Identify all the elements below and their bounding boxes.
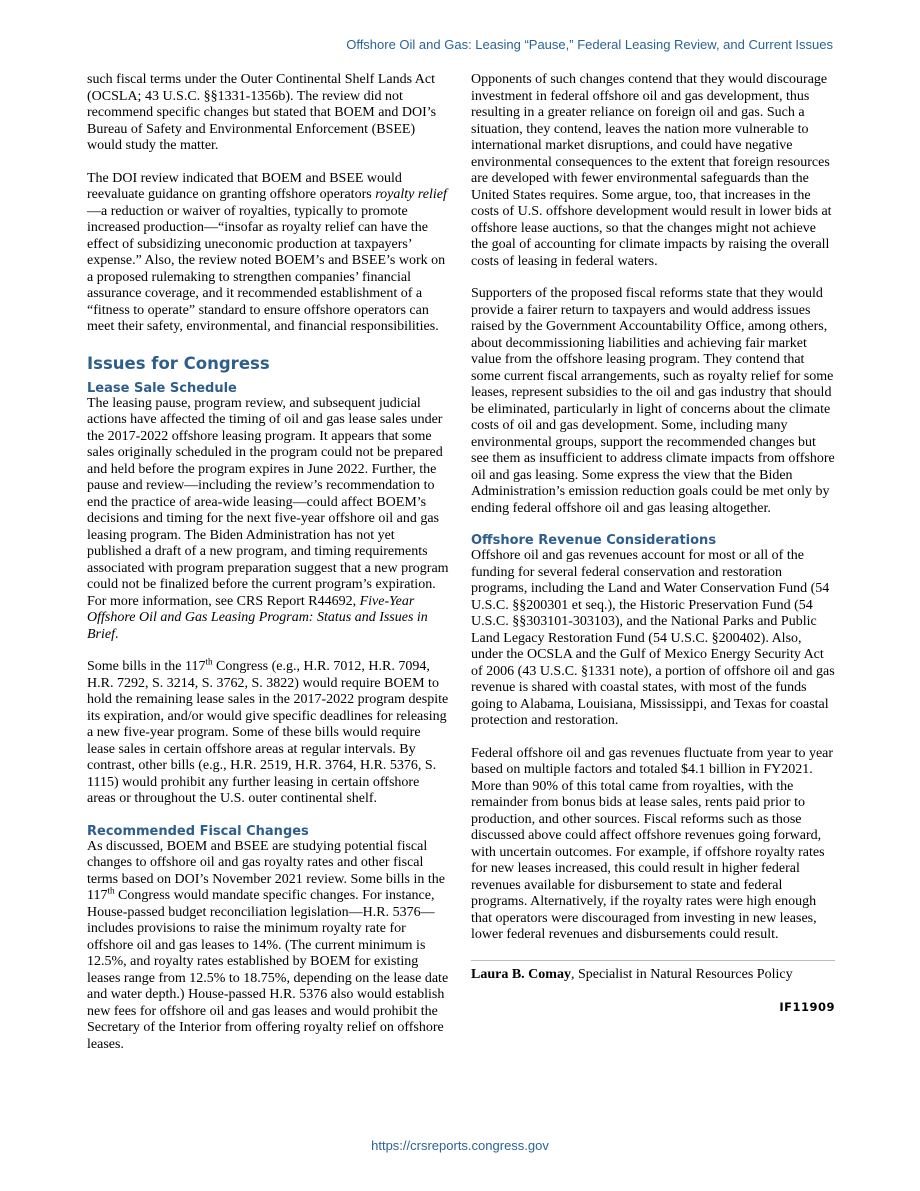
- section-heading: Issues for Congress: [87, 353, 270, 373]
- subsection-heading: Recommended Fiscal Changes: [87, 823, 309, 839]
- text-run: The leasing pause, program review, and subsequent judicial actions have affected the timing of oil and gas lease sales under the 2017-2022 offshore leasing program. It appears that some sales originally scheduled in the program could not be prepared and held before the program expires in June 2022. Further, the pause and review—including the review’s recommendation to end the practice of area-wide leasing—could affect BOEM’s decisions and timing for the next five-year offshore oil and gas leasing program. The Biden Administration has not yet published a draft of a new program, and timing requirements associated with program preparation suggest that a new program could not be finalized before the current program’s expiration. For more information, see CRS Report R44692,: [87, 395, 449, 609]
- footer-link[interactable]: https://crsreports.congress.gov: [371, 1138, 549, 1153]
- paragraph: Federal offshore oil and gas revenues fluctuate from year to year based on multiple factors and totaled $4.1 billion in FY2021. More than 90% of this total came from royalties, with the remainder from bonus bids at lease sales, rents paid prior to production, and other sources. Fiscal reforms such as those discussed above could affect offshore revenues going forward, with uncertain outcomes. For example, if offshore royalty rates for new leases increased, this could result in higher federal revenues available for disbursement to state and federal programs. Alternatively, if the royalty rates were high enough that operators were discouraged from investing in new leases, lower federal revenues and disbursements could result.: [471, 745, 834, 942]
- subsection-heading: Offshore Revenue Considerations: [471, 533, 717, 548]
- paragraph: Opponents of such changes contend that they would discourage investment in federal offshore oil and gas development, thus resulting in a greater reliance on foreign oil and gas. Such a situation, they contend, leaves the nation more vulnerable to international market disruptions, and could have negative environmental consequences to the extent that foreign resources are developed with fewer environmental safeguards than the United States requires. Some argue, too, that increases in the costs of U.S. offshore development would result in lower bids at offshore lease auctions, so that the changes might not achieve the goal of accounting for climate impacts by raising the overall costs of leasing in federal waters.: [471, 72, 832, 269]
- subsection-heading: Lease Sale Schedule: [87, 380, 237, 396]
- text-run: The DOI review indicated that BOEM and BSEE would reevaluate guidance on granting offshore operators: [87, 170, 402, 202]
- report-id: IF11909: [779, 1000, 835, 1014]
- superscript: th: [205, 656, 213, 667]
- paragraph: Supporters of the proposed fiscal reforms state that they would provide a fairer return to taxpayers and would address issues raised by the Government Accountability Office, among others, about decommissioning liabilities and achieving fair market value from the offshore leasing program. They contend that some current fiscal arrangements, such as royalty relief for some leases, represent subsidies to the oil and gas industry that should be eliminated, particularly in light of concerns about the climate costs of oil and gas development. Some, including many environmental groups, support the recommended changes but see them as insufficient to address climate impacts from offshore oil and gas leasing. Some express the view that the Biden Administration’s emission reduction goals could be met only by ending federal offshore oil and gas leasing altogether.: [471, 286, 835, 516]
- text-run: As discussed, BOEM and BSEE are studying potential fiscal changes to offshore oil and gas royalty rates and other fiscal terms based on DOI’s November 2021 review. Some bills in the 117: [87, 838, 445, 903]
- paragraph: Offshore oil and gas revenues account for most or all of the funding for several federal conservation and restoration programs, including the Land and Water Conservation Fund (54 U.S.C. §§200301 et seq.), the Historic Preservation Fund (54 U.S.C. §§303101-303103), and the National Parks and Public Land Legacy Restoration Fund (54 U.S.C. §200402). Also, under the OCSLA and the Gulf of Mexico Energy Security Act of 2006 (43 U.S.C. §1331 note), a portion of offshore oil and gas revenue is shared with coastal states, with most of the funds going to Alabama, Louisiana, Mississippi, and Texas for coastal protection and restoration.: [471, 548, 835, 728]
- text-run: Congress (e.g., H.R. 7012, H.R. 7094, H.R. 7292, S. 3214, S. 3762, S. 3822) would require BOEM to hold the remaining lease sales in the 2017-2022 program despite its expiration, and/or would give specific deadlines for releasing a new five-year program. Some of these bills would require lease sales in certain offshore areas at regular intervals. By contrast, other bills (e.g., H.R. 2519, H.R. 3764, H.R. 5376, S. 1115) would prohibit any further leasing in certain offshore areas or throughout the U.S. outer continental shelf.: [87, 659, 449, 806]
- text-run: Congress would mandate specific changes. For instance, House-passed budget reconciliation legislation—H.R. 5376—includes provisions to raise the minimum royalty rate for offshore oil and gas leases to 14%. (The current minimum is 12.5%, and royalty rates established by BOEM for existing leases range from 12.5% to 18.75%, depending on the lease date and water depth.) House-passed H.R. 5376 also would establish new fees for offshore oil and gas leases and would prohibit the Secretary of the Interior from offering royalty relief on offshore leases.: [87, 888, 449, 1052]
- text-run: Some bills in the 117: [87, 659, 206, 674]
- paragraph: [87, 396, 450, 644]
- text-run: .: [115, 626, 119, 642]
- divider: [471, 960, 835, 961]
- right-column: [471, 72, 835, 1016]
- author-line: [471, 967, 835, 984]
- text-run: —a reduction or waiver of royalties, typically to promote increased production—“insofar as royalty relief can have the effect of subsidizing uneconomic production at taxpayers’ expense.” Also, the review noted BOEM’s and BSEE’s work on a proposed rulemaking to strengthen companies’ financial assurance coverage, and it recommended establishment of a “fitness to operate” standard to ensure offshore operators can meet their safety, environmental, and financial responsibilities.: [87, 203, 446, 334]
- report-title: Five-Year Offshore Oil and Gas Leasing Program: Status and Issues in Brief: [87, 593, 428, 642]
- author-title: , Specialist in Natural Resources Policy: [570, 966, 793, 982]
- paragraph: [87, 171, 450, 336]
- left-column: [87, 72, 450, 1069]
- running-header: Offshore Oil and Gas: Leasing “Pause,” Federal Leasing Review, and Current Issues: [346, 37, 833, 52]
- paragraph: such fiscal terms under the Outer Continental Shelf Lands Act (OCSLA; 43 U.S.C. §§1331-1356b). The review did not recommend specific changes but stated that BOEM and DOI’s Bureau of Safety and Environmental Enforcement (BSEE) would study the matter.: [87, 72, 437, 153]
- superscript: th: [107, 885, 115, 896]
- italic-term: royalty relief: [375, 187, 447, 202]
- author-name: Laura B. Comay: [471, 966, 571, 982]
- paragraph: [87, 656, 450, 808]
- paragraph: [87, 839, 450, 1054]
